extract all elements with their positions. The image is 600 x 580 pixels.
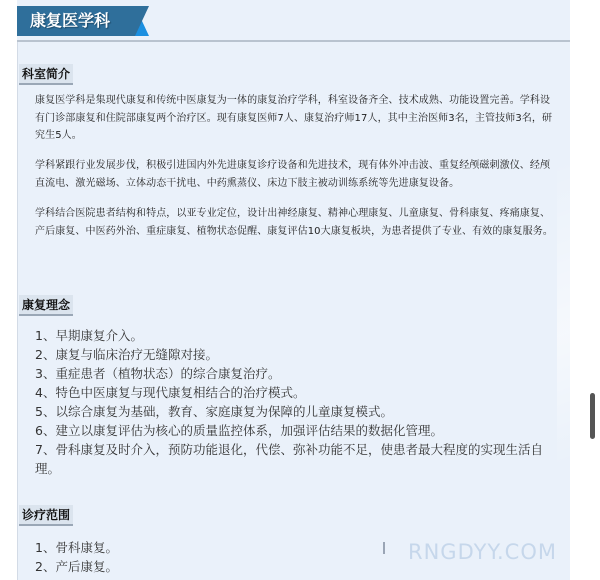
header-tab-decoration-inner — [135, 6, 149, 36]
list-item: 3、重症患者（植物状态）的综合康复治疗。 — [35, 366, 281, 381]
list-item: 6、建立以康复评估为核心的质量监控体系，加强评估结果的数据化管理。 — [35, 423, 443, 438]
section-title-scope: 诊疗范围 — [19, 505, 73, 526]
content-frame — [17, 0, 570, 580]
philosophy-list — [35, 326, 560, 478]
list-item: 2、康复与临床治疗无缝隙对接。 — [35, 347, 218, 362]
list-item: 1、骨科康复。 — [35, 540, 118, 555]
watermark: RNGDYY.COM — [408, 540, 557, 564]
list-item: 2、产后康复。 — [35, 559, 118, 574]
header-bar — [17, 0, 570, 42]
page-title: 康复医学科 — [17, 6, 135, 36]
scrollbar-thumb[interactable] — [590, 393, 595, 439]
list-item: 7、骨科康复及时介入，预防功能退化，代偿、弥补功能不足，使患者最大程度的实现生活自理。 — [35, 442, 543, 476]
intro-paragraph-3: 学科结合医院患者结构和特点，以亚专业定位，设计出神经康复、精神心理康复、儿童康复、骨科康复、疼痛康复、产后康复、中医药外治、重症康复、植物状态促醒、康复评估10大康复板块，为患者提供了专业、有效的康复服务。 — [35, 208, 553, 237]
intro-paragraph-1: 康复医学科是集现代康复和传统中医康复为一体的康复治疗学科，科室设备齐全、技术成熟、功能设置完善。学科设有门诊部康复和住院部康复两个治疗区。现有康复医师7人、康复治疗师17人，其中主治医师3名，主管技师3名，研究生5人。 — [35, 95, 553, 141]
intro-paragraph-2: 学科紧跟行业发展步伐，积极引进国内外先进康复诊疗设备和先进技术，现有体外冲击波、重复经颅磁刺激仪、经颅直流电、激光磁场、立体动态干扰电、中药熏蒸仪、床边下肢主被动训练系统等先进康复设备。 — [35, 160, 551, 189]
text-cursor-mark — [383, 542, 385, 554]
list-item: 4、特色中医康复与现代康复相结合的治疗模式。 — [35, 385, 306, 400]
list-item: 1、早期康复介入。 — [35, 328, 143, 343]
list-item: 5、以综合康复为基础，教育、家庭康复为保障的儿童康复模式。 — [35, 404, 393, 419]
section-title-philosophy: 康复理念 — [19, 295, 73, 316]
section-title-intro: 科室简介 — [19, 64, 73, 85]
